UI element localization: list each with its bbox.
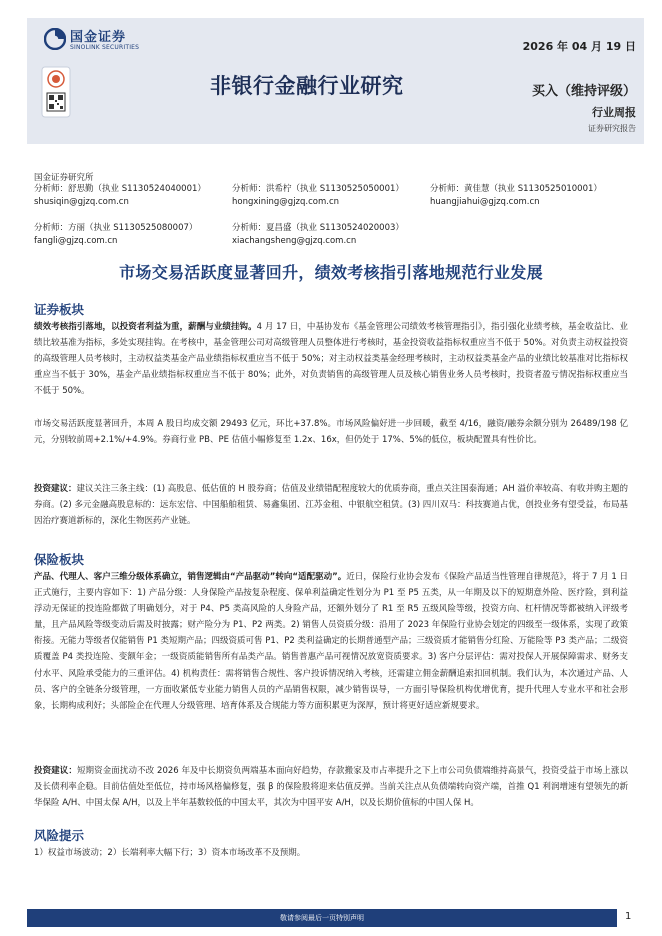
paragraph-lead: 产品、代理人、客户三维分级体系确立，销售逻辑由“产品驱动”转向“适配驱动”。 xyxy=(34,572,347,582)
analyst-name: 分析师：黄佳慧（执业 S1130525010001） xyxy=(430,184,602,194)
footer-disclaimer-link[interactable]: 敬请参阅最后一页特别声明 xyxy=(280,914,364,922)
section-heading-securities: 证券板块 xyxy=(34,302,85,317)
investment-rating: 买入（维持评级） xyxy=(531,84,636,99)
analyst-email[interactable]: fangli@gjzq.com.cn xyxy=(34,236,118,246)
insurance-investment-advice xyxy=(34,763,628,811)
analyst-card xyxy=(34,222,197,248)
paragraph-lead: 投资建议： xyxy=(34,766,77,776)
logo-mark-icon xyxy=(44,28,66,50)
report-header xyxy=(0,0,662,150)
securities-paragraph-1 xyxy=(34,319,628,399)
report-title: 非银行金融行业研究 xyxy=(210,74,404,98)
paragraph-body: 1）权益市场波动；2）长端利率大幅下行；3）资本市场改革不及预期。 xyxy=(34,848,306,858)
qr-badge-icon xyxy=(41,66,71,118)
risk-paragraph xyxy=(34,845,628,861)
paragraph-lead: 绩效考核指引落地，以投资者利益为重，薪酬与业绩挂钩。 xyxy=(34,322,257,332)
securities-paragraph-2 xyxy=(34,416,628,448)
analyst-card xyxy=(232,183,404,209)
analyst-card xyxy=(430,183,602,209)
analyst-email[interactable]: shusiqin@gjzq.com.cn xyxy=(34,197,129,207)
logo-name-cn: 国金证券 xyxy=(70,30,127,45)
section-heading-insurance: 保险板块 xyxy=(34,552,85,567)
paragraph-body: 市场交易活跃度显著回升，本周 A 股日均成交额 29493 亿元，环比+37.8%。市场风险偏好进一步回暖，截至 4/16，融资/融券余额分别为 26489/198 亿元，分别较前周+2.1%/+4.9%。券商行业 PB、PE 估值小幅修复至 1.2x、16x，但仍处于 17%、5%的低位，板块配置具有性价比。 xyxy=(34,419,628,446)
company-logo xyxy=(44,26,144,60)
analyst-email[interactable]: hongxining@gjzq.com.cn xyxy=(232,197,340,207)
main-headline: 市场交易活跃度显著回升，绩效考核指引落地规范行业发展 xyxy=(119,263,543,282)
paragraph-body: 短期资金面扰动不改 2026 年及中长期资负两端基本面向好趋势，存款搬家及市占率提升之下上市公司负债端维持高景气，投资受益于市场上涨以及长债利率企稳。目前估值处至低位，持市场风格偏修复，强 β 的保险股将迎来估值反弹。当前关注点从负债端转向资产端，首推 Q1 利润增速有望领先的新华保险 A/H、中国太保 A/H，以及上半年基数较低的中国太平，其次为中国平安 A/H，以及长期价值标的中国人保 H。 xyxy=(34,766,628,809)
paragraph-lead: 投资建议： xyxy=(34,484,77,494)
paragraph-body: 4 月 17 日，中基协发布《基金管理公司绩效考核管理指引》，指引强化业绩考核，基金收益比、业绩比较基准为指标，多处实现挂钩。在考核中，基金管理公司对高级管理人员整体进行考核时，基金投资收益指标权重应当不低于 50%。对负责主动权益投资的高级管理人员考核时，主动权益类基金产品业绩指标权重应当不低于 50%；对主动权益类基金经理考核时，主动权益类基金产品的业绩比较基准对比指标权重应当不低于 30%，基金产品业绩指标权重应当不低于 80%；此外，对负责销售的高级管理人员及核心销售业务人员考核时，投资者盈亏情况指标权重应当不低于 50%。 xyxy=(34,322,628,397)
analyst-name: 分析师：夏昌盛（执业 S1130524020003） xyxy=(232,223,404,233)
report-date: 2026 年 04 月 19 日 xyxy=(522,40,636,53)
section-heading-risk: 风险提示 xyxy=(34,828,85,843)
analyst-name: 分析师：方丽（执业 S1130525080007） xyxy=(34,223,198,233)
analyst-email[interactable]: xiachangsheng@gjzq.com.cn xyxy=(232,236,357,246)
logo-name-en: SINOLINK SECURITIES xyxy=(70,44,140,51)
report-category: 行业周报 xyxy=(592,106,636,119)
paragraph-body: 建议关注三条主线：(1) 高股息、低估值的 H 股券商；估值及业绩错配程度较大的优质券商，重点关注国泰海通；AH 溢价率较高、有收并购主题的券商。(2) 多元金融高股息标的：远东宏信、中国船舶租赁、易鑫集团、江苏金租、中银航空租赁。(3) 四川双马：科技赛道占优，创投业务有望受益，布局基因治疗赛道新标的，深化生物医药产业链。 xyxy=(34,484,628,527)
research-institute: 国金证券研究所 xyxy=(34,173,94,183)
page-number: 1 xyxy=(625,911,632,922)
securities-investment-advice xyxy=(34,481,628,529)
insurance-paragraph-1 xyxy=(34,569,628,714)
report-type: 证券研究报告 xyxy=(588,124,636,133)
analyst-card xyxy=(232,222,404,248)
analyst-card xyxy=(34,183,206,209)
analyst-name: 分析师：洪希柠（执业 S1130525050001） xyxy=(232,184,404,194)
paragraph-body: 近日，保险行业协会发布《保险产品适当性管理自律规范》，将于 7 月 1 日正式施行，主要内容如下：1) 产品分级：人身保险产品按复杂程度、保单利益确定性划分为 P1 至 P5 五类，从一年期及以下的短期意外险、医疗险，到利益浮动无保证的投连险都做了明确划分，对于 P4、P5 类高风险的人身险产品，还额外划分了 R1 至 R5 五级风险等级，投资方向、杠杆情况等都被纳入评级考量，且产品风险等级变动后需及时披露；财产险分为 P1、P2 两类。2) 销售人员资质分级：沿用了 2023 年保险行业协会划定的四级至一级体系，实现了政策衔接。无能力等级者仅能销售 P1 类短期产品；四级资质可售 P1、P2 类利益确定的长期普通型产品；三级资质才能销售分红险、万能险等 P3 类产品；二级资质覆盖 P4 类投连险、变额年金；一级资质能销售所有品类产品。销售普惠产品可视情况放宽资质要求。3) 客户分层评估：需对投保人开展保障需求、财务支付水平、风险承受能力的三重评估。4) 机构责任：需将销售合规性、客户投诉情况纳入考核，还需建立佣金薪酬追索扣回机制。我们认为，本次通过产品、人员、客户的全链条分级管理，一方面收紧低专业能力销售人员的产品销售权限，减少销售误导，一方面引导保险机构优增优育，提升代理人专业水平和社会形象，长期构成利好；头部险企在代理人分级管理、培育体系及合规能力等方面积累更为深厚，预计将更好适应新规要求。 xyxy=(34,572,628,711)
analyst-name: 分析师：舒思勤（执业 S1130524040001） xyxy=(34,184,206,194)
analyst-email[interactable]: huangjiahui@gjzq.com.cn xyxy=(430,197,540,207)
